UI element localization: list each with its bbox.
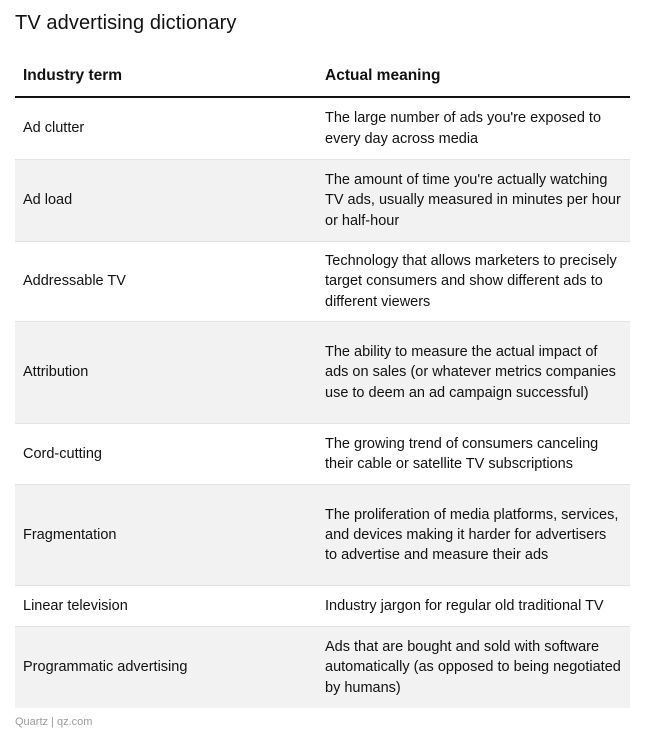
term-cell: Programmatic advertising xyxy=(23,659,188,676)
table-row xyxy=(15,160,630,242)
meaning-cell: The proliferation of media platforms, services, and devices making it harder for advertisers to advertise and measure their ads xyxy=(325,506,619,564)
term-cell: Attribution xyxy=(23,364,89,381)
table-row xyxy=(15,485,630,586)
term-cell: Addressable TV xyxy=(23,273,126,290)
table-row xyxy=(15,627,630,708)
meaning-cell: The growing trend of consumers canceling their cable or satellite TV subscriptions xyxy=(325,435,599,472)
page-title: TV advertising dictionary xyxy=(15,12,237,34)
meaning-cell: Industry jargon for regular old traditional TV xyxy=(325,597,604,614)
term-cell: Ad load xyxy=(23,192,73,209)
meaning-cell: The large number of ads you're exposed to every day across media xyxy=(325,110,602,147)
term-cell: Ad clutter xyxy=(23,120,85,137)
term-cell: Fragmentation xyxy=(23,526,117,543)
header-actual-meaning: Actual meaning xyxy=(325,67,441,84)
table-row xyxy=(15,586,630,627)
table-row xyxy=(15,98,630,160)
source-credit: Quartz | qz.com xyxy=(15,716,93,728)
meaning-cell: Technology that allows marketers to precisely target consumers and show different ads to different viewers xyxy=(325,253,617,310)
table-row xyxy=(15,242,630,322)
table-row xyxy=(15,424,630,485)
table-header xyxy=(15,56,630,98)
dictionary-table xyxy=(15,56,630,708)
meaning-cell: The amount of time you're actually watching TV ads, usually measured in minutes per hour or half-hour xyxy=(325,172,621,229)
term-cell: Cord-cutting xyxy=(23,445,102,462)
table-row xyxy=(15,322,630,424)
meaning-cell: The ability to measure the actual impact of ads on sales (or whatever metrics companies use to deem an ad campaign successful) xyxy=(325,344,616,401)
term-cell: Linear television xyxy=(23,597,128,614)
meaning-cell: Ads that are bought and sold with software automatically (as opposed to being negotiated by humans) xyxy=(325,639,621,696)
header-industry-term: Industry term xyxy=(23,67,123,84)
